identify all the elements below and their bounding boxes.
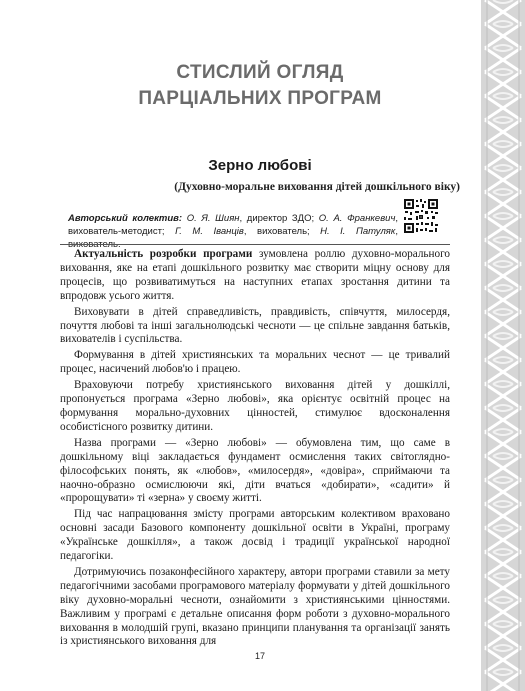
authors-block <box>68 212 398 251</box>
page-number: 17 <box>254 651 265 661</box>
authors-label: Авторський колектив: <box>68 213 183 224</box>
author-role: , вихователь; <box>243 226 321 237</box>
divider <box>60 244 450 245</box>
paragraph: Враховуючи потребу християнського виховання дітей у дошкіллі, пропонується програма «Зерно любові», яка орієнтує освітній процес на формування морально-духовних цінностей, стимулює вдосконалення особистісного розвитку дитини. <box>60 379 450 433</box>
author-name: О. А. Франкевич <box>318 213 396 224</box>
section-title-line-1: СТИСЛИЙ ОГЛЯД <box>176 62 344 83</box>
author-name: Г. М. Іванців <box>175 226 244 237</box>
paragraph: Актуальність розробки програми зумовлена роллю духовно-морального виховання, яке на етапі дошкільного розвитку має створити міцну основу для процесів, що розвиватимуться на наступних етапах зростання дитини та впродовж усього життя. <box>60 248 450 302</box>
paragraph-lead: Актуальність розробки програми <box>74 248 253 260</box>
ornamental-border <box>481 0 525 691</box>
program-title: Зерно любові <box>208 157 312 174</box>
author-role: , вихователь. <box>68 226 399 250</box>
paragraph: Виховувати в дітей справедливість, правдивість, співчуття, милосердя, почуття любові та інші загальнолюдські чесноти — це спільне завдання батьків, вихователів і суспільства. <box>60 305 450 346</box>
body-text <box>60 248 450 651</box>
paragraph: Назва програми — «Зерно любові» — обумовлена тим, що саме в дошкільному віці закладається фундамент осмислення таких світоглядно-філософських понять, як «любов», «милосердя», «довіра», сприймаючи та наочно-образно осмислюючи які, діти вчаться «добирати», «садити» й «пророщувати» ті «зерна» у своєму житті. <box>60 436 450 505</box>
paragraph: Формування в дітей християнських та моральних чеснот — це тривалий процес, насичений любов'ю і працею. <box>60 349 450 376</box>
author-role: , вихователь-методист; <box>68 213 399 237</box>
braid-ornament-icon <box>481 0 525 691</box>
author-name: О. Я. Шиян <box>186 213 240 224</box>
paragraph: Дотримуючись позаконфесійного характеру, автори програми ставили за мету педагогічними засобами програмового матеріалу формувати у дітей дошкільного віку духовно-моральні чесноти, ознайомити з християнськими цінностями. Важливим у програмі є детальне описання форм роботи з духовно-морального виховання в молодшій групі, вказано принципи планування та організації занять із християнського виховання для <box>60 565 450 648</box>
paragraph: Під час напрацювання змісту програми авторським колективом враховано основні засади Базового компоненту дошкільної освіти в Україні, програму «Українське дошкілля», а також досвід і традиції української народної педагогіки. <box>60 508 450 563</box>
section-title <box>60 60 460 112</box>
qr-code-icon[interactable] <box>403 198 439 234</box>
program-subtitle: (Духовно-моральне виховання дітей дошкільного віку) <box>174 181 460 193</box>
section-title-line-2: ПАРЦІАЛЬНИХ ПРОГРАМ <box>138 88 382 109</box>
author-name: Н. І. Патуляк <box>320 226 396 237</box>
author-role: , директор ЗДО; <box>239 213 319 224</box>
